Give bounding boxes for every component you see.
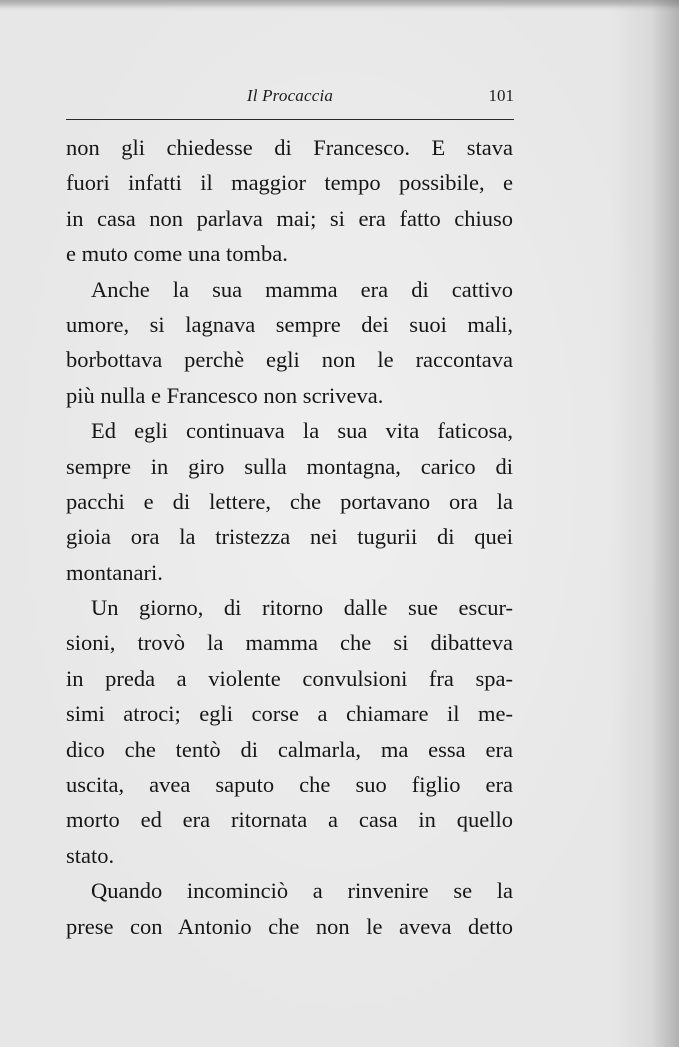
text-line: sioni, trovò la mamma che si dibatteva bbox=[66, 630, 513, 656]
text-line: dico che tentò di calmarla, ma essa era bbox=[66, 736, 513, 762]
text-line: Ed egli continuava la sua vita faticosa, bbox=[91, 418, 513, 444]
text-line: Quando incominciò a rinvenire se la bbox=[91, 878, 513, 904]
text-line: in preda a violente convulsioni fra spa- bbox=[66, 665, 513, 691]
page-top-edge bbox=[0, 0, 679, 8]
text-line: borbottava perchè egli non le raccontava bbox=[66, 347, 513, 373]
page-right-edge bbox=[651, 0, 679, 1047]
text-line: sempre in giro sulla montagna, carico di bbox=[66, 453, 513, 479]
text-line: fuori infatti il maggior tempo possibile, e bbox=[66, 170, 513, 196]
text-line: simi atroci; egli corse a chiamare il me- bbox=[66, 701, 513, 727]
header-rule bbox=[66, 119, 514, 120]
text-line: in casa non parlava mai; si era fatto chiuso bbox=[66, 205, 513, 231]
text-line: non gli chiedesse di Francesco. E stava bbox=[66, 135, 513, 160]
body-text bbox=[66, 130, 513, 944]
text-line: morto ed era ritornata a casa in quello bbox=[66, 807, 513, 833]
running-title: Il Procaccia bbox=[246, 86, 334, 105]
text-line: uscita, avea saputo che suo figlio era bbox=[66, 772, 513, 798]
text-line: stato. bbox=[66, 842, 115, 868]
text-line: prese con Antonio che non le aveva detto bbox=[66, 913, 513, 939]
text-line: montanari. bbox=[66, 559, 163, 585]
text-line: pacchi e di lettere, che portavano ora la bbox=[66, 488, 513, 514]
text-line: umore, si lagnava sempre dei suoi mali, bbox=[66, 311, 513, 337]
text-line: gioia ora la tristezza nei tugurii di quei bbox=[66, 524, 513, 550]
text-line: Un giorno, di ritorno dalle sue escur- bbox=[91, 595, 513, 621]
running-head bbox=[66, 86, 514, 112]
text-line: Anche la sua mamma era di cattivo bbox=[91, 276, 513, 302]
page-number: 101 bbox=[488, 86, 514, 105]
text-line: e muto come una tomba. bbox=[66, 241, 288, 267]
text-line: più nulla e Francesco non scriveva. bbox=[66, 382, 384, 408]
